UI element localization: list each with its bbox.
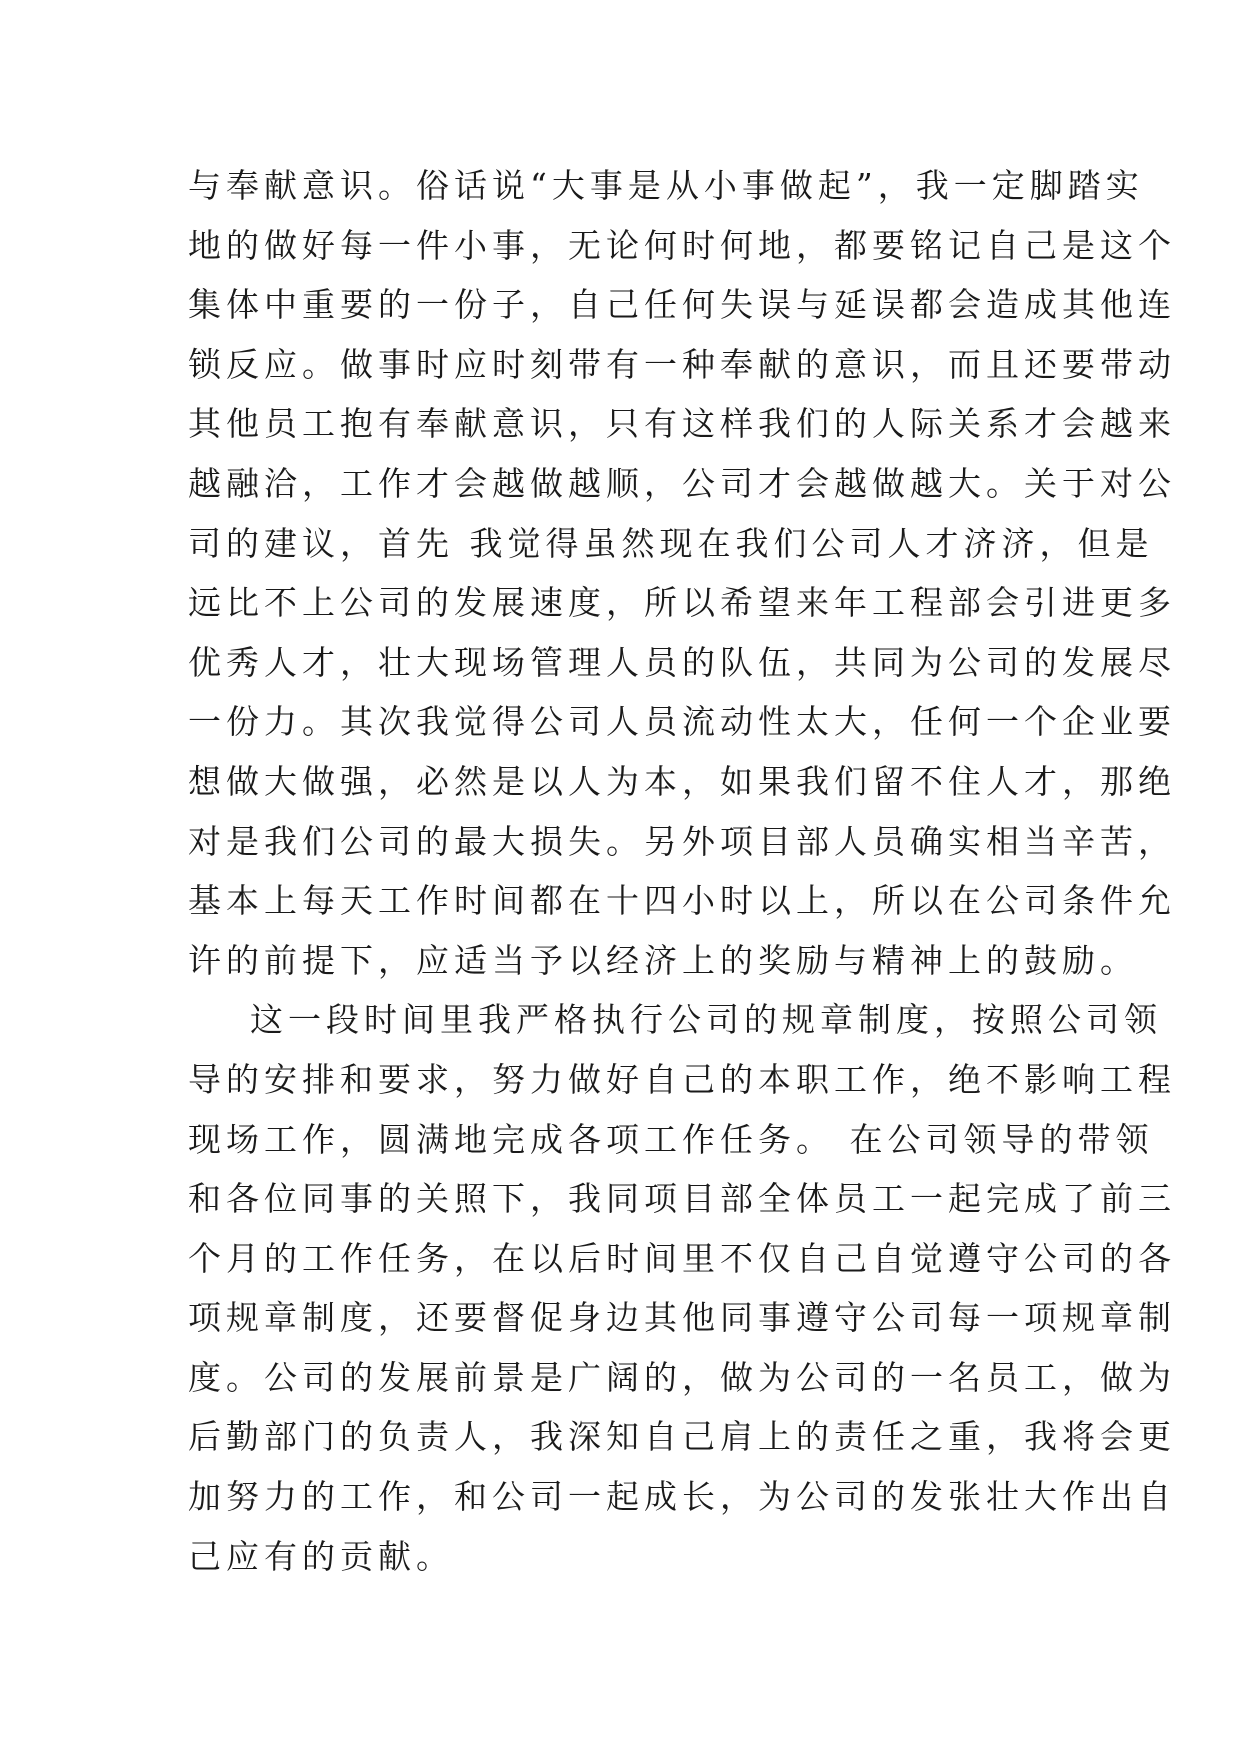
text-line: 基本上每天工作时间都在十四小时以上，所以在公司条件允	[188, 881, 1176, 921]
text-line: 项规章制度，还要督促身边其他同事遵守公司每一项规章制	[188, 1298, 1176, 1338]
text-line: 己应有的贡献。	[188, 1536, 454, 1576]
text-line: 远比不上公司的发展速度，所以希望来年工程部会引进更多	[188, 583, 1176, 623]
text-line: 集体中重要的一份子，自己任何失误与延误都会造成其他连	[188, 285, 1176, 325]
text-line: 这一段时间里我严格执行公司的规章制度，按照公司领	[188, 1000, 1162, 1040]
text-line: 想做大做强，必然是以人为本，如果我们留不住人才，那绝	[188, 761, 1176, 801]
body-text	[188, 156, 1176, 1586]
text-line: 导的安排和要求，努力做好自己的本职工作，绝不影响工程	[188, 1059, 1176, 1099]
text-line: 对是我们公司的最大损失。另外项目部人员确实相当辛苦，	[188, 821, 1176, 861]
text-line: 和各位同事的关照下，我同项目部全体员工一起完成了前三	[188, 1179, 1176, 1219]
text-line: 与奉献意识。俗话说“大事是从小事做起”，我一定脚踏实	[188, 166, 1144, 205]
text-line: 地的做好每一件小事，无论何时何地，都要铭记自己是这个	[188, 225, 1176, 265]
text-line: 个月的工作任务，在以后时间里不仅自己自觉遵守公司的各	[188, 1238, 1176, 1278]
text-line: 优秀人才，壮大现场管理人员的队伍，共同为公司的发展尽	[188, 642, 1176, 682]
text-line: 加努力的工作，和公司一起成长，为公司的发张壮大作出自	[188, 1477, 1176, 1517]
text-line: 许的前提下，应适当予以经济上的奖励与精神上的鼓励。	[188, 940, 1138, 980]
text-line: 锁反应。做事时应时刻带有一种奉献的意识，而且还要带动	[188, 344, 1176, 384]
text-line: 其他员工抱有奉献意识，只有这样我们的人际关系才会越来	[188, 404, 1176, 444]
text-line: 司的建议，首先 我觉得虽然现在我们公司人才济济，但是	[188, 523, 1154, 563]
text-line: 现场工作，圆满地完成各项工作任务。 在公司领导的带领	[188, 1119, 1154, 1159]
text-line: 一份力。其次我觉得公司人员流动性太大，任何一个企业要	[188, 702, 1176, 742]
text-line: 越融洽，工作才会越做越顺，公司才会越做越大。关于对公	[188, 463, 1176, 503]
text-line: 度。公司的发展前景是广阔的，做为公司的一名员工，做为	[188, 1357, 1176, 1397]
text-line: 后勤部门的负责人，我深知自己肩上的责任之重，我将会更	[188, 1417, 1176, 1457]
